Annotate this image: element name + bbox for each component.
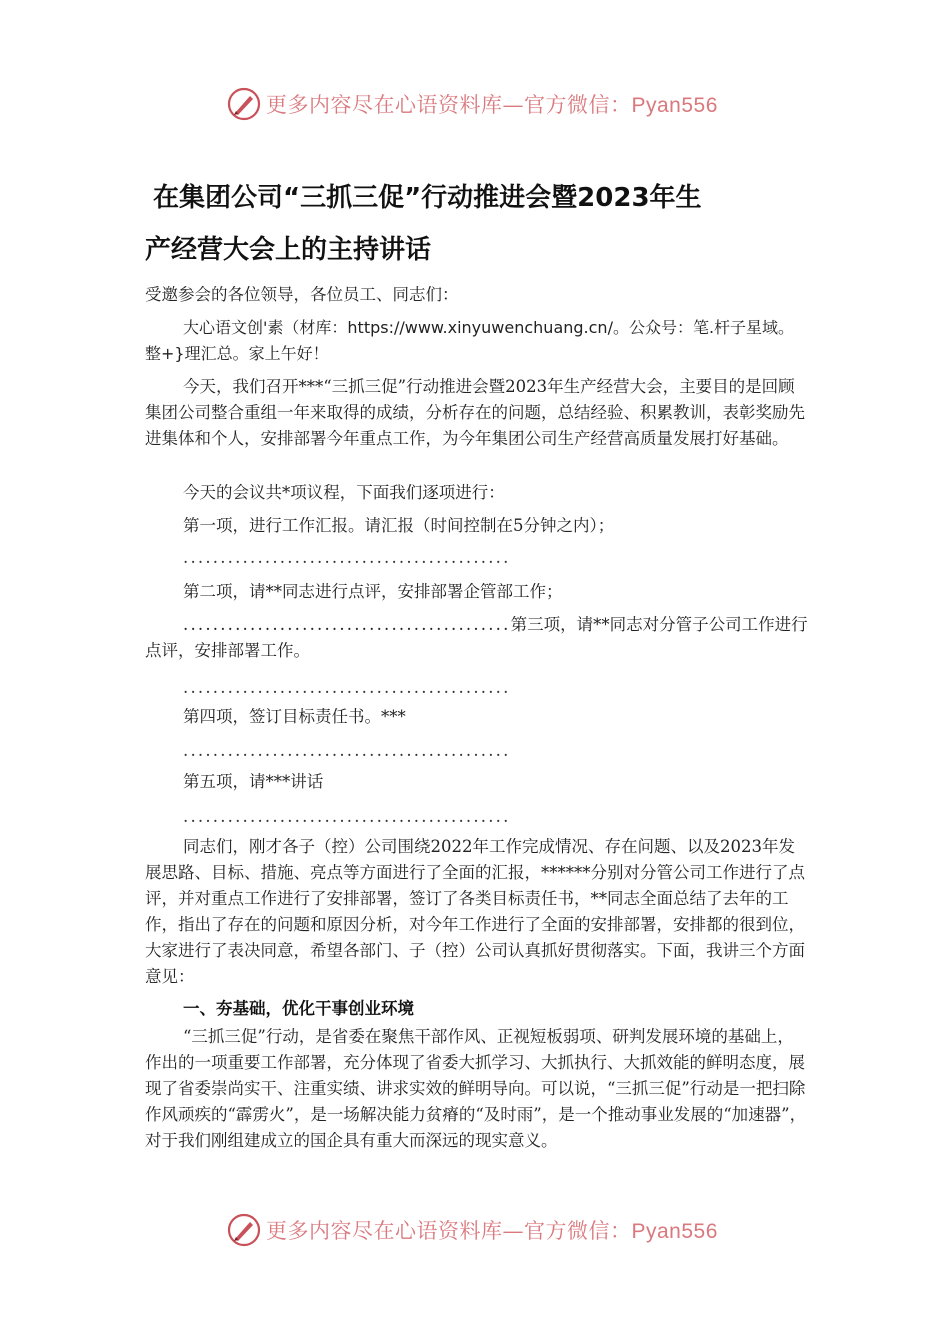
- footer-banner: [0, 1210, 950, 1250]
- dotted-line: ............................................: [183, 615, 511, 634]
- section-1-paragraph: “三抓三促”行动，是省委在聚焦干部作风、正视短板弱项、研判发展环境的基础上，作出的一项重要工作部署，充分体现了省委大抓学习、大抓执行、大抓效能的鲜明态度，展现了省委崇尚实干、注重实绩、讲求实效的鲜明导向。可以说，“三抓三促”行动是一把扫除作风顽疾的“霹雳火”，是一场解决能力贫瘠的“及时雨”，是一个推动事业发展的“加速器”，对于我们刚组建成立的国企具有重大而深远的现实意义。: [145, 1027, 807, 1150]
- title-line-2: 产经营大会上的主持讲话: [145, 235, 432, 265]
- source-block: [145, 315, 810, 367]
- dotted-line: ............................................: [183, 741, 511, 760]
- salutation: 受邀参会的各位领导，各位员工、同志们：: [145, 285, 459, 304]
- intro-paragraph: 今天，我们召开***“三抓三促”行动推进会暨2023年生产经营大会，主要目的是回顾集团公司整合重组一年来取得的成绩，分析存在的问题，总结经验、积累教训，表彰奖励先进集体和个人，安排部署今年重点工作，为今年集团公司生产经营高质量发展打好基础。: [145, 377, 805, 448]
- agenda-item-1: 第一项，进行工作汇报。请汇报（时间控制在5分钟之内）；: [183, 516, 615, 535]
- document-title: [145, 172, 795, 276]
- section-heading-1: 一、夯基础，优化干事创业环境: [183, 999, 414, 1018]
- last-paragraph-block: [145, 1024, 810, 1154]
- agenda-item-4: 第四项，签订目标责任书。***: [183, 707, 406, 726]
- banner-text: 更多内容尽在心语资料库—官方微信：Pyan556: [266, 93, 718, 117]
- banner-text: 更多内容尽在心语资料库—官方微信：Pyan556: [266, 1219, 718, 1243]
- header-banner: [0, 84, 950, 124]
- summary-block: [145, 834, 810, 990]
- agenda-item-3: [145, 612, 810, 664]
- agenda-item-2: 第二项，请**同志进行点评，安排部署企管部工作；: [183, 582, 563, 601]
- summary-paragraph: 同志们，刚才各子（控）公司围绕2022年工作完成情况、存在问题、以及2023年发展思路、目标、措施、亮点等方面进行了全面的汇报，******分别对分管公司工作进行了点评，并对重点工作进行了安排部署，签订了各类目标责任书，**同志全面总结了去年的工作，指出了存在的问题和原因分析，对今年工作进行了全面的安排部署，安排都的很到位，大家进行了表决同意，希望各部门、子（控）公司认真抓好贯彻落实。下面，我讲三个方面意见：: [145, 837, 805, 986]
- pen-logo-icon: [226, 1212, 262, 1248]
- agenda-item-5: 第五项，请***讲话: [183, 772, 324, 791]
- agenda-intro-block: [145, 480, 810, 506]
- agenda-intro: 今天的会议共*项议程，下面我们逐项进行：: [183, 483, 505, 502]
- intro-block: [145, 374, 810, 452]
- salutation-block: [145, 282, 810, 308]
- dotted-line: ............................................: [183, 807, 511, 826]
- dotted-line: ............................................: [183, 548, 511, 567]
- agenda-item-3-text: 第三项，请**同志对分管子公司工作进行点评，安排部署工作。: [145, 615, 808, 660]
- wechat-id: Pyan556: [631, 1220, 718, 1243]
- item3-block: [145, 612, 810, 664]
- dotted-line: ............................................: [183, 678, 511, 697]
- item1-block: [145, 513, 810, 539]
- item2-block: [145, 579, 810, 605]
- title-line-1: 在集团公司“三抓三促”行动推进会暨2023年生: [153, 183, 702, 213]
- pen-logo-icon: [226, 86, 262, 122]
- source-line: 大心语文创'素（材库：https://www.xinyuwenchuang.cn/。公众号：笔.杆子星域。整+}理汇总。家上午好！: [145, 318, 795, 363]
- wechat-id: Pyan556: [631, 94, 718, 117]
- item5-block: [145, 769, 810, 795]
- item4-block: [145, 704, 810, 730]
